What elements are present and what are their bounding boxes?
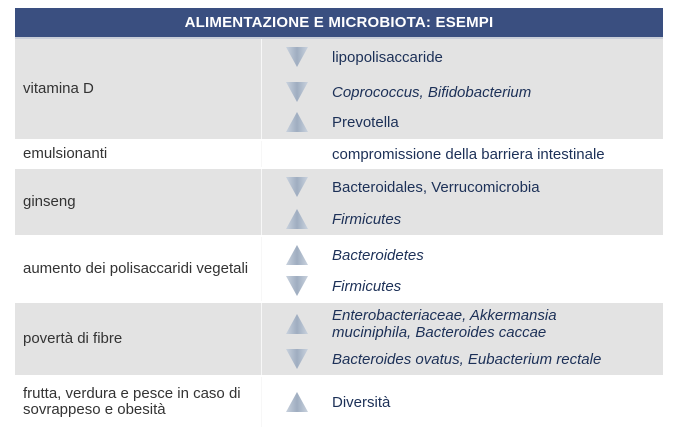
- effect-text: Diversità: [332, 393, 391, 411]
- effects-cell: [275, 303, 663, 375]
- effect-text: Bacteroides ovatus, Eubacterium rectale: [332, 350, 602, 368]
- arrow-down-icon: [285, 175, 309, 199]
- effects-cell: [275, 237, 663, 301]
- food-cell: povertà di fibre: [23, 330, 123, 347]
- effect-text: Enterobacteriaceae, Akkermansia muciniphila, Bacteroides caccae: [332, 307, 557, 341]
- column-divider: [261, 141, 262, 167]
- effect-text: Bacteroidales, Verrucomicrobia: [332, 178, 540, 196]
- column-divider: [261, 39, 262, 139]
- arrow-up-icon: [285, 243, 309, 267]
- food-cell: aumento dei polisaccaridi vegetali: [23, 260, 249, 277]
- effect-item: [275, 107, 663, 137]
- arrow-up-icon: [285, 312, 309, 336]
- effect-text: Firmicutes: [332, 210, 402, 228]
- food-cell: emulsionanti: [23, 145, 108, 162]
- column-divider: [261, 169, 262, 235]
- arrow-down-icon: [285, 274, 309, 298]
- effect-text: compromissione della barriera intestinale: [332, 145, 605, 163]
- effects-cell: [275, 169, 663, 235]
- food-cell: vitamina D: [23, 80, 94, 97]
- effect-text: Bacteroidetes: [332, 246, 424, 264]
- effect-item: [275, 77, 663, 107]
- effect-item: [275, 42, 663, 72]
- effect-item: [275, 272, 663, 300]
- table-title: ALIMENTAZIONE E MICROBIOTA: ESEMPI: [15, 8, 663, 39]
- effect-item: [275, 306, 663, 342]
- effect-item: [275, 141, 663, 167]
- effect-text: Prevotella: [332, 113, 399, 131]
- column-divider: [261, 303, 262, 375]
- effect-item: [275, 241, 663, 269]
- food-cell: ginseng: [23, 193, 76, 210]
- arrow-down-icon: [285, 80, 309, 104]
- table-row: [15, 303, 663, 377]
- column-divider: [261, 377, 262, 427]
- table-row: [15, 377, 663, 429]
- effect-text: Firmicutes: [332, 277, 402, 295]
- arrow-down-icon: [285, 347, 309, 371]
- table-row: [15, 141, 663, 169]
- arrow-up-icon: [285, 207, 309, 231]
- effect-text: lipopolisaccaride: [332, 48, 443, 66]
- column-divider: [261, 237, 262, 301]
- table-row: [15, 237, 663, 303]
- effects-cell: [275, 39, 663, 139]
- effect-item: [275, 205, 663, 233]
- effects-cell: [275, 141, 663, 167]
- arrow-up-icon: [285, 110, 309, 134]
- arrow-down-icon: [285, 45, 309, 69]
- effects-cell: [275, 377, 663, 427]
- food-microbiota-table: [15, 8, 663, 429]
- effect-item: [275, 345, 663, 373]
- table-row: [15, 39, 663, 141]
- arrow-up-icon: [285, 390, 309, 414]
- effect-item: [275, 173, 663, 201]
- effect-item: [275, 387, 663, 417]
- food-cell: frutta, verdura e pesce in caso di sovrappeso e obesità: [23, 385, 241, 418]
- table-row: [15, 169, 663, 237]
- effect-text: Coprococcus, Bifidobacterium: [332, 83, 532, 101]
